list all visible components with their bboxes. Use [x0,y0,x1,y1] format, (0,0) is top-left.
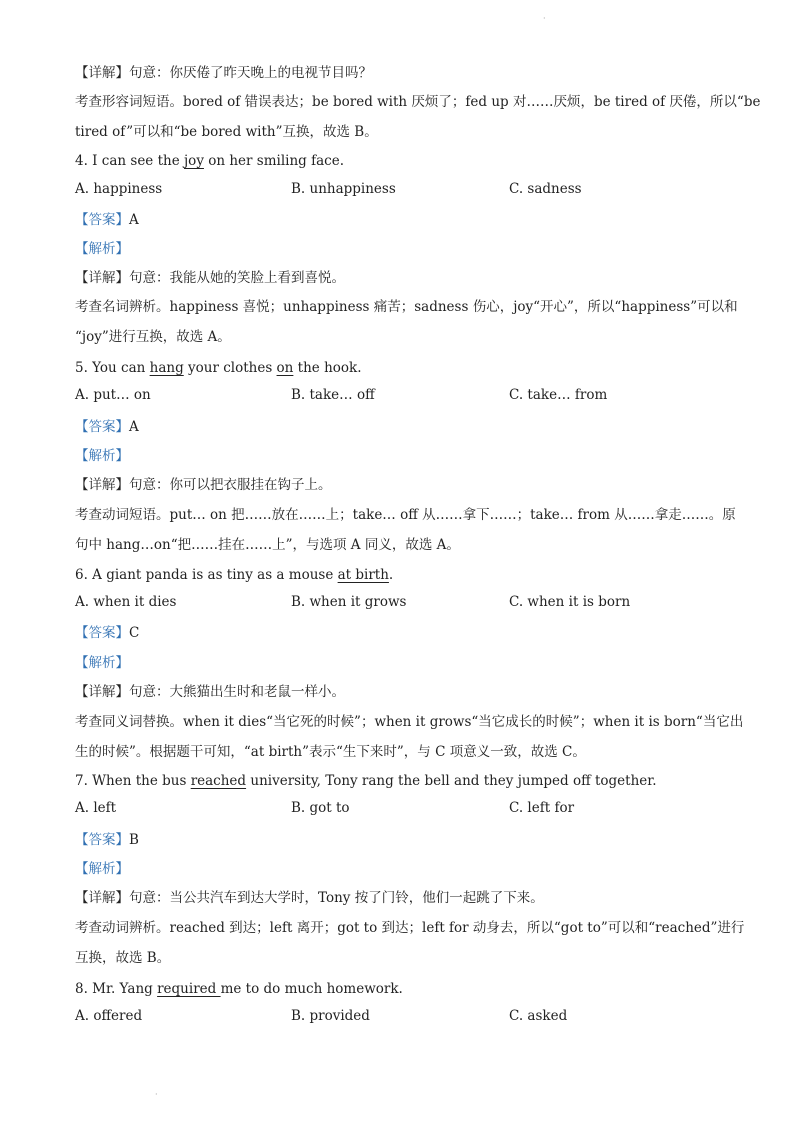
q5-analysis-line2: 句中 hang…on“把……挂在……上”，与选项 A 同义，故选 A。 [75,537,460,553]
q5-answer [75,417,730,437]
q7-detail [75,888,730,908]
q7-detail-label: 【详解】 [75,890,129,906]
q6-detail-label: 【详解】 [75,684,129,700]
q7-stem [75,771,730,791]
q4-stem-underlined: joy [184,153,204,169]
q4-analysis-line1: 考查名词辨析。happiness 喜悦；unhappiness 痛苦；sadness 伤心，joy“开心”，所以“happiness”可以和 [75,299,738,315]
q6-stem-pre: 6. A giant panda is as tiny as a mouse [75,567,338,583]
q7-answer-label: 【答案】 [75,832,129,848]
q6-answer [75,623,730,643]
q6-answer-value: C [129,625,140,641]
q5-stem-mid: your clothes [183,360,277,376]
q8-stem-pre: 8. Mr. Yang [75,981,158,997]
q8-stem-underlined: required [157,981,221,997]
q5-detail [75,475,730,495]
q5-answer-label: 【答案】 [75,419,129,435]
q8-option-b: B. provided [291,1008,370,1024]
q4-stem-post: on her smiling face. [203,153,344,169]
q5-stem-pre: 5. You can [75,360,150,376]
q6-analysis-line1: 考查同义词替换。when it dies“当它死的时候”；when it grows“当它成长的时候”；when it is born“当它出 [75,714,744,730]
q6-stem-underlined: at birth [337,567,389,583]
q7-analysis-line1: 考查动词辨析。reached 到达；left 离开；got to 到达；left for 动身去，所以“got to”可以和“reached”进行 [75,920,745,936]
q5-answer-value: A [129,419,139,435]
q3-detail-text: 句意：你厌倦了昨天晚上的电视节目吗？ [129,65,372,81]
q4-option-c: C. sadness [509,181,582,197]
q3-detail-label: 【详解】 [75,65,129,81]
q4-detail-text: 句意：我能从她的笑脸上看到喜悦。 [129,270,345,286]
q8-option-c: C. asked [509,1008,568,1024]
q4-stem-pre: 4. I can see the [75,153,184,169]
q5-analysis-line1: 考查动词短语。put… on 把……放在……上；take… off 从……拿下……；take… from 从……拿走……。原 [75,507,736,523]
q4-option-b: B. unhappiness [291,181,396,197]
q8-stem [75,979,730,999]
q6-analysis-line2: 生的时候”。根据题干可知，“at birth”表示“生下来时”，与 C 项意义一致，故选 C。 [75,744,586,760]
q5-stem [75,358,730,378]
q5-option-a: A. put… on [75,387,151,403]
q5-analysis-label: 【解析】 [75,448,129,464]
q6-answer-label: 【答案】 [75,625,129,641]
q5-stem-post: the hook. [293,360,362,376]
q5-stem-underlined-2: on [276,360,294,376]
q5-option-c: C. take… from [509,387,608,403]
q7-stem-pre: 7. When the bus [75,773,191,789]
q8-stem-post: me to do much homework. [220,981,403,997]
q8-option-a: A. offered [75,1008,143,1024]
q7-answer-value: B [129,832,139,848]
q7-analysis-label: 【解析】 [75,861,129,877]
q6-stem [75,565,730,585]
q4-detail [75,268,730,288]
q4-option-a: A. happiness [75,181,163,197]
q7-answer [75,830,730,850]
q3-detail [75,63,730,83]
q3-analysis-line2: tired of”可以和“be bored with”互换，故选 B。 [75,124,378,140]
q5-option-b: B. take… off [291,387,375,403]
q4-stem [75,151,730,171]
q6-analysis-label: 【解析】 [75,655,129,671]
q7-detail-text: 句意：当公共汽车到达大学时，Tony 按了门铃，他们一起跳了下来。 [129,890,544,906]
q5-detail-label: 【详解】 [75,477,129,493]
q4-analysis-line2: “joy”进行互换，故选 A。 [75,329,231,345]
q6-option-b: B. when it grows [291,594,407,610]
q6-stem-post: . [388,567,394,583]
q4-analysis-label: 【解析】 [75,241,129,257]
q7-option-c: C. left for [509,800,575,816]
q7-stem-underlined: reached [190,773,247,789]
bottom-dot: · [155,1090,158,1099]
q6-detail [75,682,730,702]
q6-option-c: C. when it is born [509,594,631,610]
q4-answer-value: A [129,212,139,228]
q6-option-a: A. when it dies [75,594,177,610]
q5-detail-text: 句意：你可以把衣服挂在钩子上。 [129,477,332,493]
top-dot: · [543,14,546,23]
q5-stem-underlined-1: hang [149,360,184,376]
q6-detail-text: 句意：大熊猫出生时和老鼠一样小。 [129,684,345,700]
q3-analysis-line1: 考查形容词短语。bored of 错误表达；be bored with 厌烦了；fed up 对……厌烦，be tired of 厌倦，所以“be [75,94,761,110]
q7-option-a: A. left [75,800,117,816]
q4-detail-label: 【详解】 [75,270,129,286]
q7-stem-post: university, Tony rang the bell and they jumped off together. [246,773,657,789]
q4-answer-label: 【答案】 [75,212,129,228]
q7-analysis-line2: 互换，故选 B。 [75,950,171,966]
q4-answer [75,210,730,230]
q7-option-b: B. got to [291,800,350,816]
